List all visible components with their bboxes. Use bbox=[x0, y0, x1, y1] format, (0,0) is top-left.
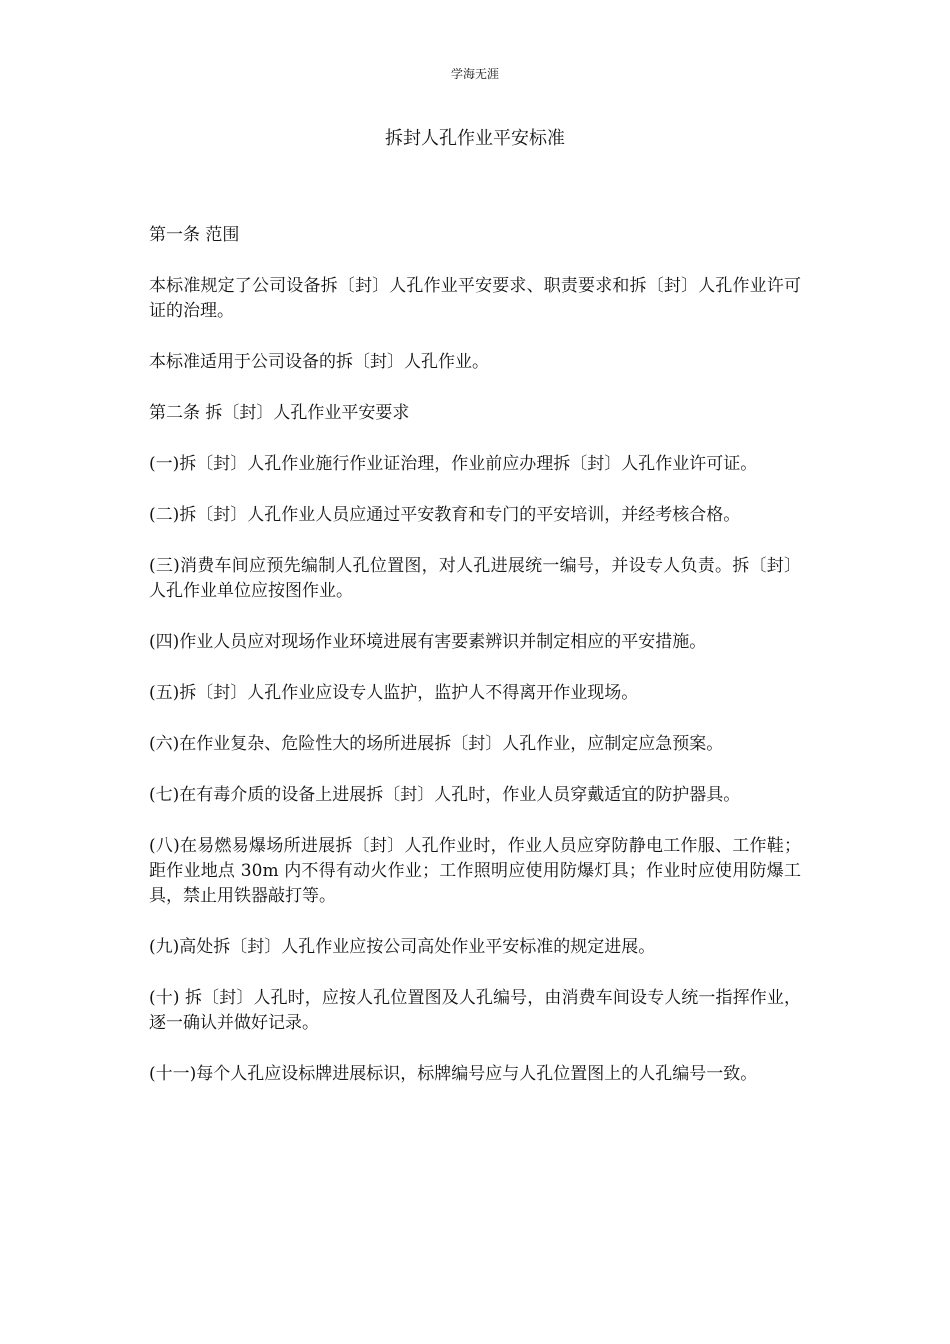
document-title: 拆封人孔作业平安标准 bbox=[385, 128, 565, 149]
document-body bbox=[149, 223, 801, 1113]
section-heading-scope: 第一条 范围 bbox=[149, 225, 240, 245]
list-item: (四)作业人员应对现场作业环境进展有害要素辨识并制定相应的平安措施。 bbox=[149, 632, 707, 652]
paragraph: 本标准规定了公司设备拆〔封〕人孔作业平安要求、职责要求和拆〔封〕人孔作业许可证的治理。 bbox=[149, 276, 801, 321]
list-item: (十) 拆〔封〕人孔时，应按人孔位置图及人孔编号，由消费车间设专人统一指挥作业，逐一确认并做好记录。 bbox=[149, 988, 801, 1033]
list-item: (七)在有毒介质的设备上进展拆〔封〕人孔时，作业人员穿戴适宜的防护器具。 bbox=[149, 785, 741, 805]
list-item: (二)拆〔封〕人孔作业人员应通过平安教育和专门的平安培训，并经考核合格。 bbox=[149, 505, 741, 525]
list-item: (六)在作业复杂、危险性大的场所进展拆〔封〕人孔作业，应制定应急预案。 bbox=[149, 734, 724, 754]
list-item: (九)高处拆〔封〕人孔作业应按公司高处作业平安标准的规定进展。 bbox=[149, 937, 656, 957]
list-item: (五)拆〔封〕人孔作业应设专人监护，监护人不得离开作业现场。 bbox=[149, 683, 639, 703]
section-heading-requirements: 第二条 拆〔封〕人孔作业平安要求 bbox=[149, 403, 410, 423]
page-header: 学海无涯 bbox=[450, 67, 499, 81]
list-item: (八)在易燃易爆场所进展拆〔封〕人孔作业时，作业人员应穿防静电工作服、工作鞋；距作业地点 30m 内不得有动火作业；工作照明应使用防爆灯具；作业时应使用防爆工具，禁止用铁器敲打等。 bbox=[149, 836, 801, 906]
list-item: (十一)每个人孔应设标牌进展标识，标牌编号应与人孔位置图上的人孔编号一致。 bbox=[149, 1064, 758, 1084]
paragraph: 本标准适用于公司设备的拆〔封〕人孔作业。 bbox=[149, 352, 489, 372]
list-item: (三)消费车间应预先编制人孔位置图，对人孔进展统一编号，并设专人负责。拆〔封〕人孔作业单位应按图作业。 bbox=[149, 556, 801, 601]
list-item: (一)拆〔封〕人孔作业施行作业证治理，作业前应办理拆〔封〕人孔作业许可证。 bbox=[149, 454, 758, 474]
